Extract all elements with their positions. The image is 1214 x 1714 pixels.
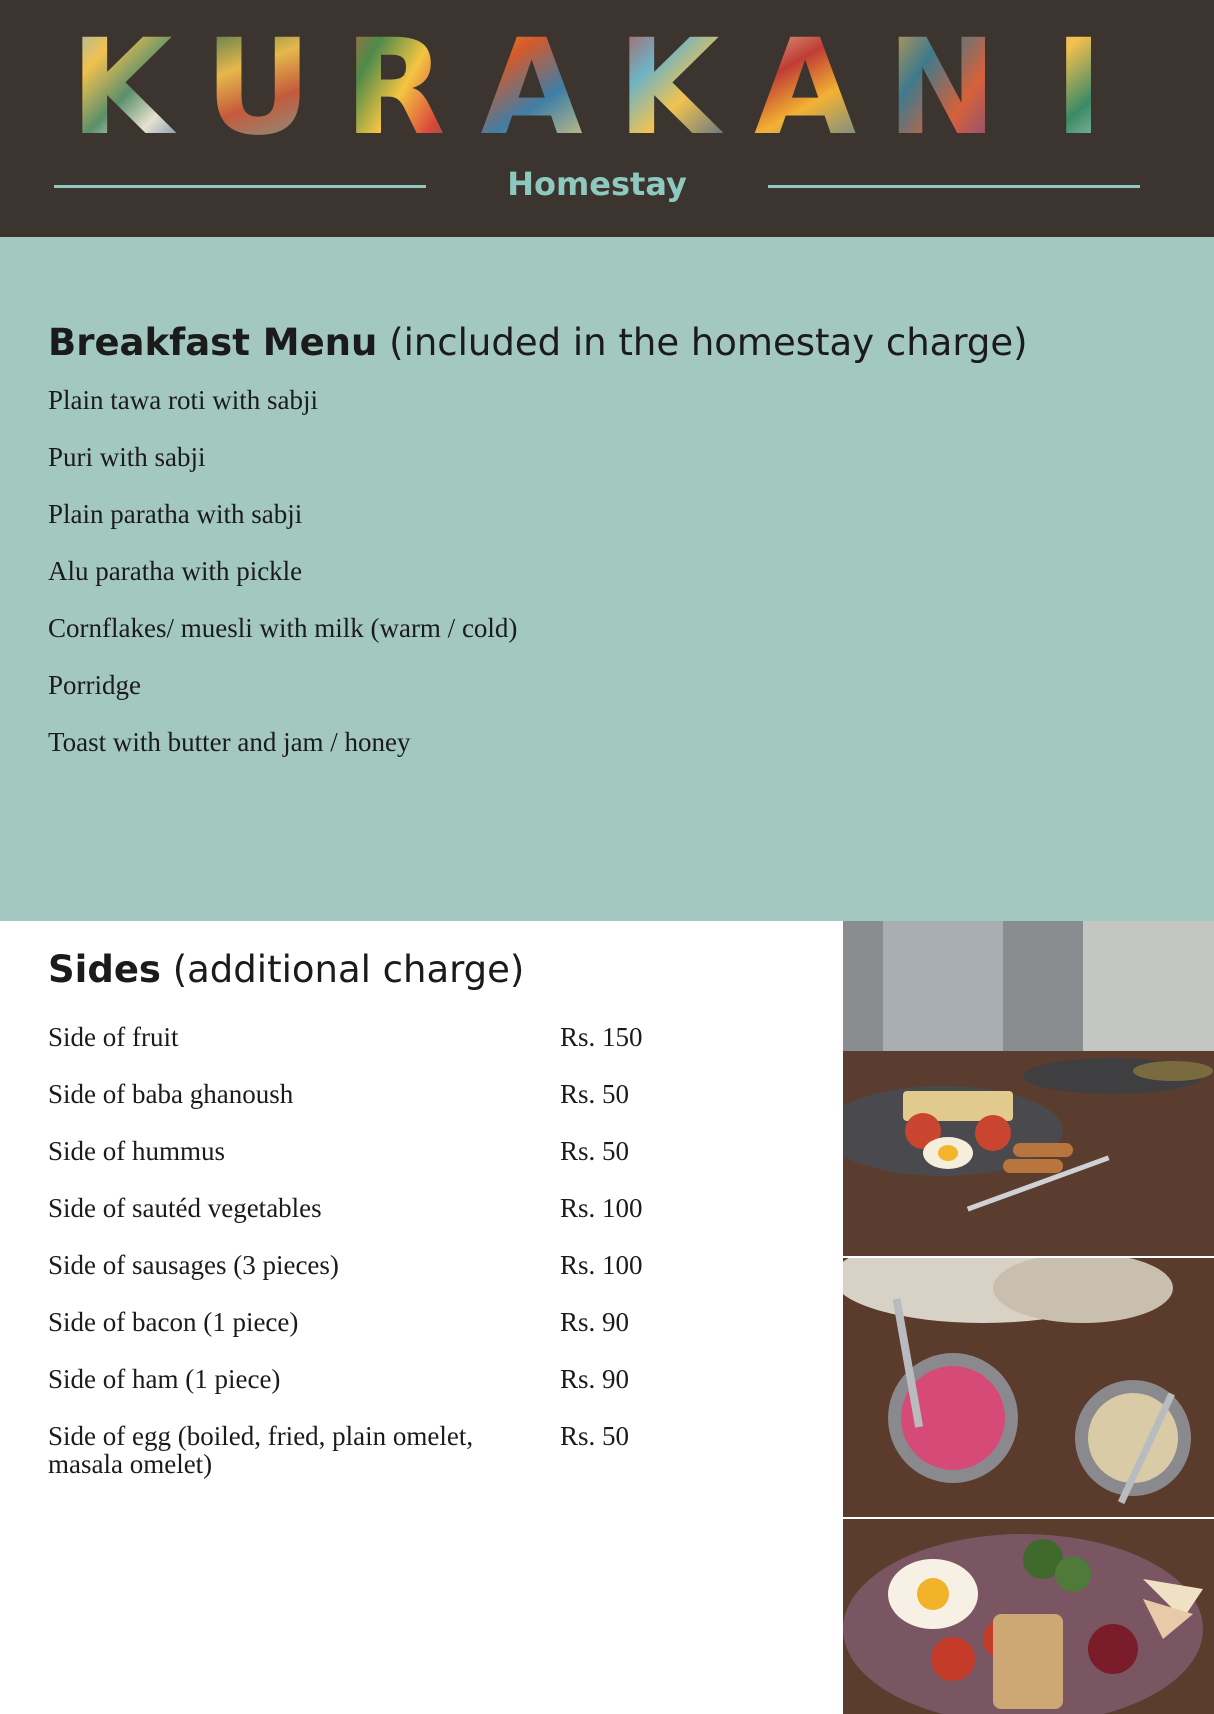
dips-bowls-photo [843,1258,1214,1517]
kurakani-logo [54,24,1142,152]
side-name: Side of fruit [48,1022,179,1052]
side-row [48,1251,848,1308]
side-name: Side of bacon (1 piece) [48,1307,299,1337]
side-price: Rs. 50 [560,1136,630,1166]
logo-letter: A [738,24,869,152]
side-price: Rs. 50 [560,1421,630,1451]
logo-letter: I [1011,24,1142,152]
side-name: Side of sautéd vegetables [48,1193,322,1223]
side-row [48,1308,848,1365]
side-row [48,1194,848,1251]
logo-letter: N [875,24,1006,152]
egg-plate-photo [843,1519,1214,1714]
breakfast-section [0,237,1214,921]
breakfast-list [48,385,517,784]
breakfast-item: Porridge [48,670,141,700]
header-subtitle: Homestay [507,165,687,203]
side-name: Side of egg (boiled, fried, plain omelet, masala omelet) [48,1421,474,1479]
side-row [48,1422,848,1479]
logo-letter: K [601,24,732,152]
side-row [48,1080,848,1137]
breakfast-plate-photo [843,921,1214,1256]
side-row [48,1137,848,1194]
logo-letter: K [54,24,185,152]
sides-heading: Sides [48,948,161,991]
breakfast-item: Plain tawa roti with sabji [48,385,318,415]
side-name: Side of ham (1 piece) [48,1364,281,1394]
logo-letter: R [328,24,459,152]
sides-note: (additional charge) [172,948,525,991]
food-photo-column [843,921,1214,1714]
side-price: Rs. 90 [560,1364,630,1394]
sides-table [48,1023,848,1479]
side-price: Rs. 90 [560,1307,630,1337]
side-price: Rs. 100 [560,1193,643,1223]
side-name: Side of hummus [48,1136,226,1166]
side-row [48,1365,848,1422]
side-row [48,1023,848,1080]
sides-title [48,948,524,991]
side-price: Rs. 100 [560,1250,643,1280]
breakfast-item: Alu paratha with pickle [48,556,303,586]
breakfast-item: Puri with sabji [48,442,206,472]
side-name: Side of baba ghanoush [48,1079,294,1109]
header-divider-right [768,185,1140,188]
logo-letter: U [191,24,322,152]
logo-letter: A [464,24,595,152]
header-banner [0,0,1214,237]
side-name: Side of sausages (3 pieces) [48,1250,339,1280]
breakfast-note: (included in the homestay charge) [389,321,1028,364]
side-price: Rs. 50 [560,1079,630,1109]
breakfast-item: Cornflakes/ muesli with milk (warm / cold) [48,613,518,643]
header-divider-left [54,185,426,188]
breakfast-item: Toast with butter and jam / honey [48,727,411,757]
side-price: Rs. 150 [560,1022,643,1052]
breakfast-item: Plain paratha with sabji [48,499,303,529]
breakfast-heading: Breakfast Menu [48,321,378,364]
breakfast-title [48,321,1028,364]
